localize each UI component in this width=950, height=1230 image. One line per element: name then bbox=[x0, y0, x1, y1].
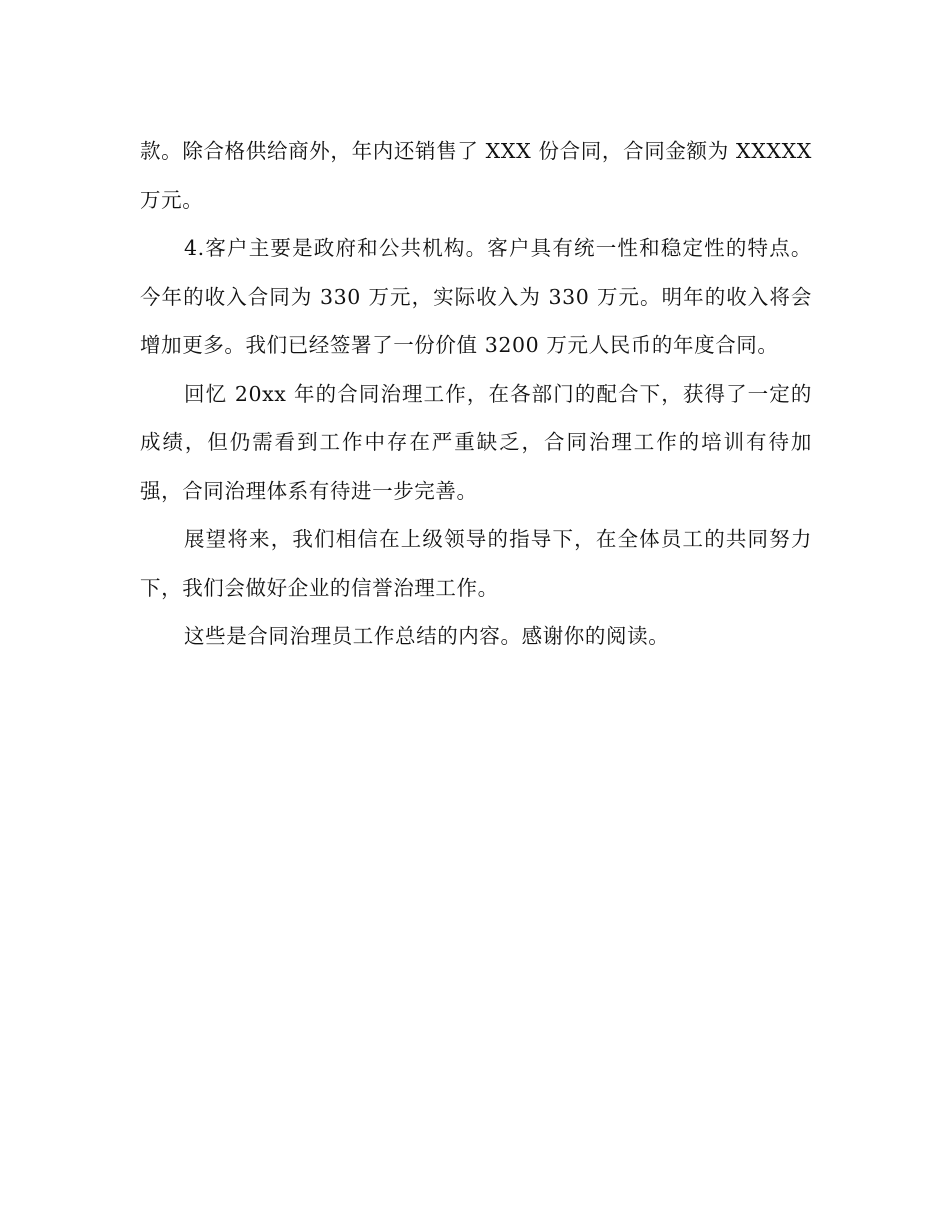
paragraph-outlook: 展望将来，我们相信在上级领导的指导下，在全体员工的共同努力下，我们会做好企业的信誉治理工作。 bbox=[140, 527, 812, 600]
paragraph-review: 回忆 20xx 年的合同治理工作，在各部门的配合下，获得了一定的成绩，但仍需看到工作中存在严重缺乏，合同治理工作的培训有待加强，合同治理体系有待进一步完善。 bbox=[140, 381, 812, 503]
paragraph-customers: 4.客户主要是政府和公共机构。客户具有统一性和稳定性的特点。今年的收入合同为 330 万元，实际收入为 330 万元。明年的收入将会增加更多。我们已经签署了一份价值 3200 万元人民币的年度合同。 bbox=[140, 236, 812, 357]
paragraph-closing: 这些是合同治理员工作总结的内容。感谢你的阅读。 bbox=[184, 624, 670, 648]
paragraph-continuation: 款。除合格供给商外，年内还销售了 XXX 份合同，合同金额为 XXXXX 万元。 bbox=[140, 139, 812, 212]
document-body bbox=[140, 127, 812, 661]
